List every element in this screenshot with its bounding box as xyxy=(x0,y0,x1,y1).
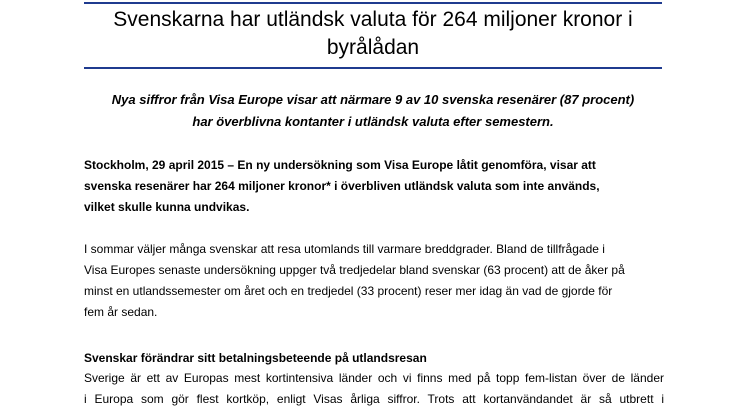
body-paragraph-1 xyxy=(84,239,664,323)
body-line: fem år sedan. xyxy=(84,305,158,319)
lead-line: Stockholm, 29 april 2015 – En ny undersökning som Visa Europe låtit genomföra, visar att xyxy=(84,158,596,172)
section-heading: Svenskar förändrar sitt betalningsbeteende på utlandsresan xyxy=(84,351,427,365)
lead-paragraph xyxy=(84,155,664,218)
title-line: Svenskarna har utländsk valuta för 264 miljoner kronor i xyxy=(113,8,633,31)
subtitle-line: har överblivna kontanter i utländsk valuta efter semestern. xyxy=(192,114,554,129)
top-rule xyxy=(84,2,662,4)
title-rule xyxy=(84,67,662,69)
subtitle xyxy=(84,89,662,133)
subtitle-line: Nya siffror från Visa Europe visar att närmare 9 av 10 svenska resenärer (87 procent) xyxy=(111,92,635,107)
body-line: Sverige är ett av Europas mest kortintensiva länder och vi finns med på topp fem-listan över de länder xyxy=(84,371,664,385)
title-line: byrålådan xyxy=(326,36,420,59)
body-line: i Europa som gör flest kortköp, enligt Visas årliga siffror. Trots att kortanvändandet är så utbrett i xyxy=(84,392,664,406)
lead-line: vilket skulle kunna undvikas. xyxy=(84,200,250,214)
body-paragraph-2 xyxy=(84,368,664,410)
lead-line: svenska resenärer har 264 miljoner kronor* i överbliven utländsk valuta som inte används, xyxy=(84,179,600,193)
body-line: Visa Europes senaste undersökning uppger två tredjedelar bland svenskar (63 procent) att de åker på xyxy=(84,263,625,277)
body-line: minst en utlandssemester om året och en tredjedel (33 procent) reser mer idag än vad de gjorde för xyxy=(84,284,613,298)
page-title xyxy=(84,6,662,62)
body-line: I sommar väljer många svenskar att resa utomlands till varmare breddgrader. Bland de tillfrågade i xyxy=(84,242,605,256)
